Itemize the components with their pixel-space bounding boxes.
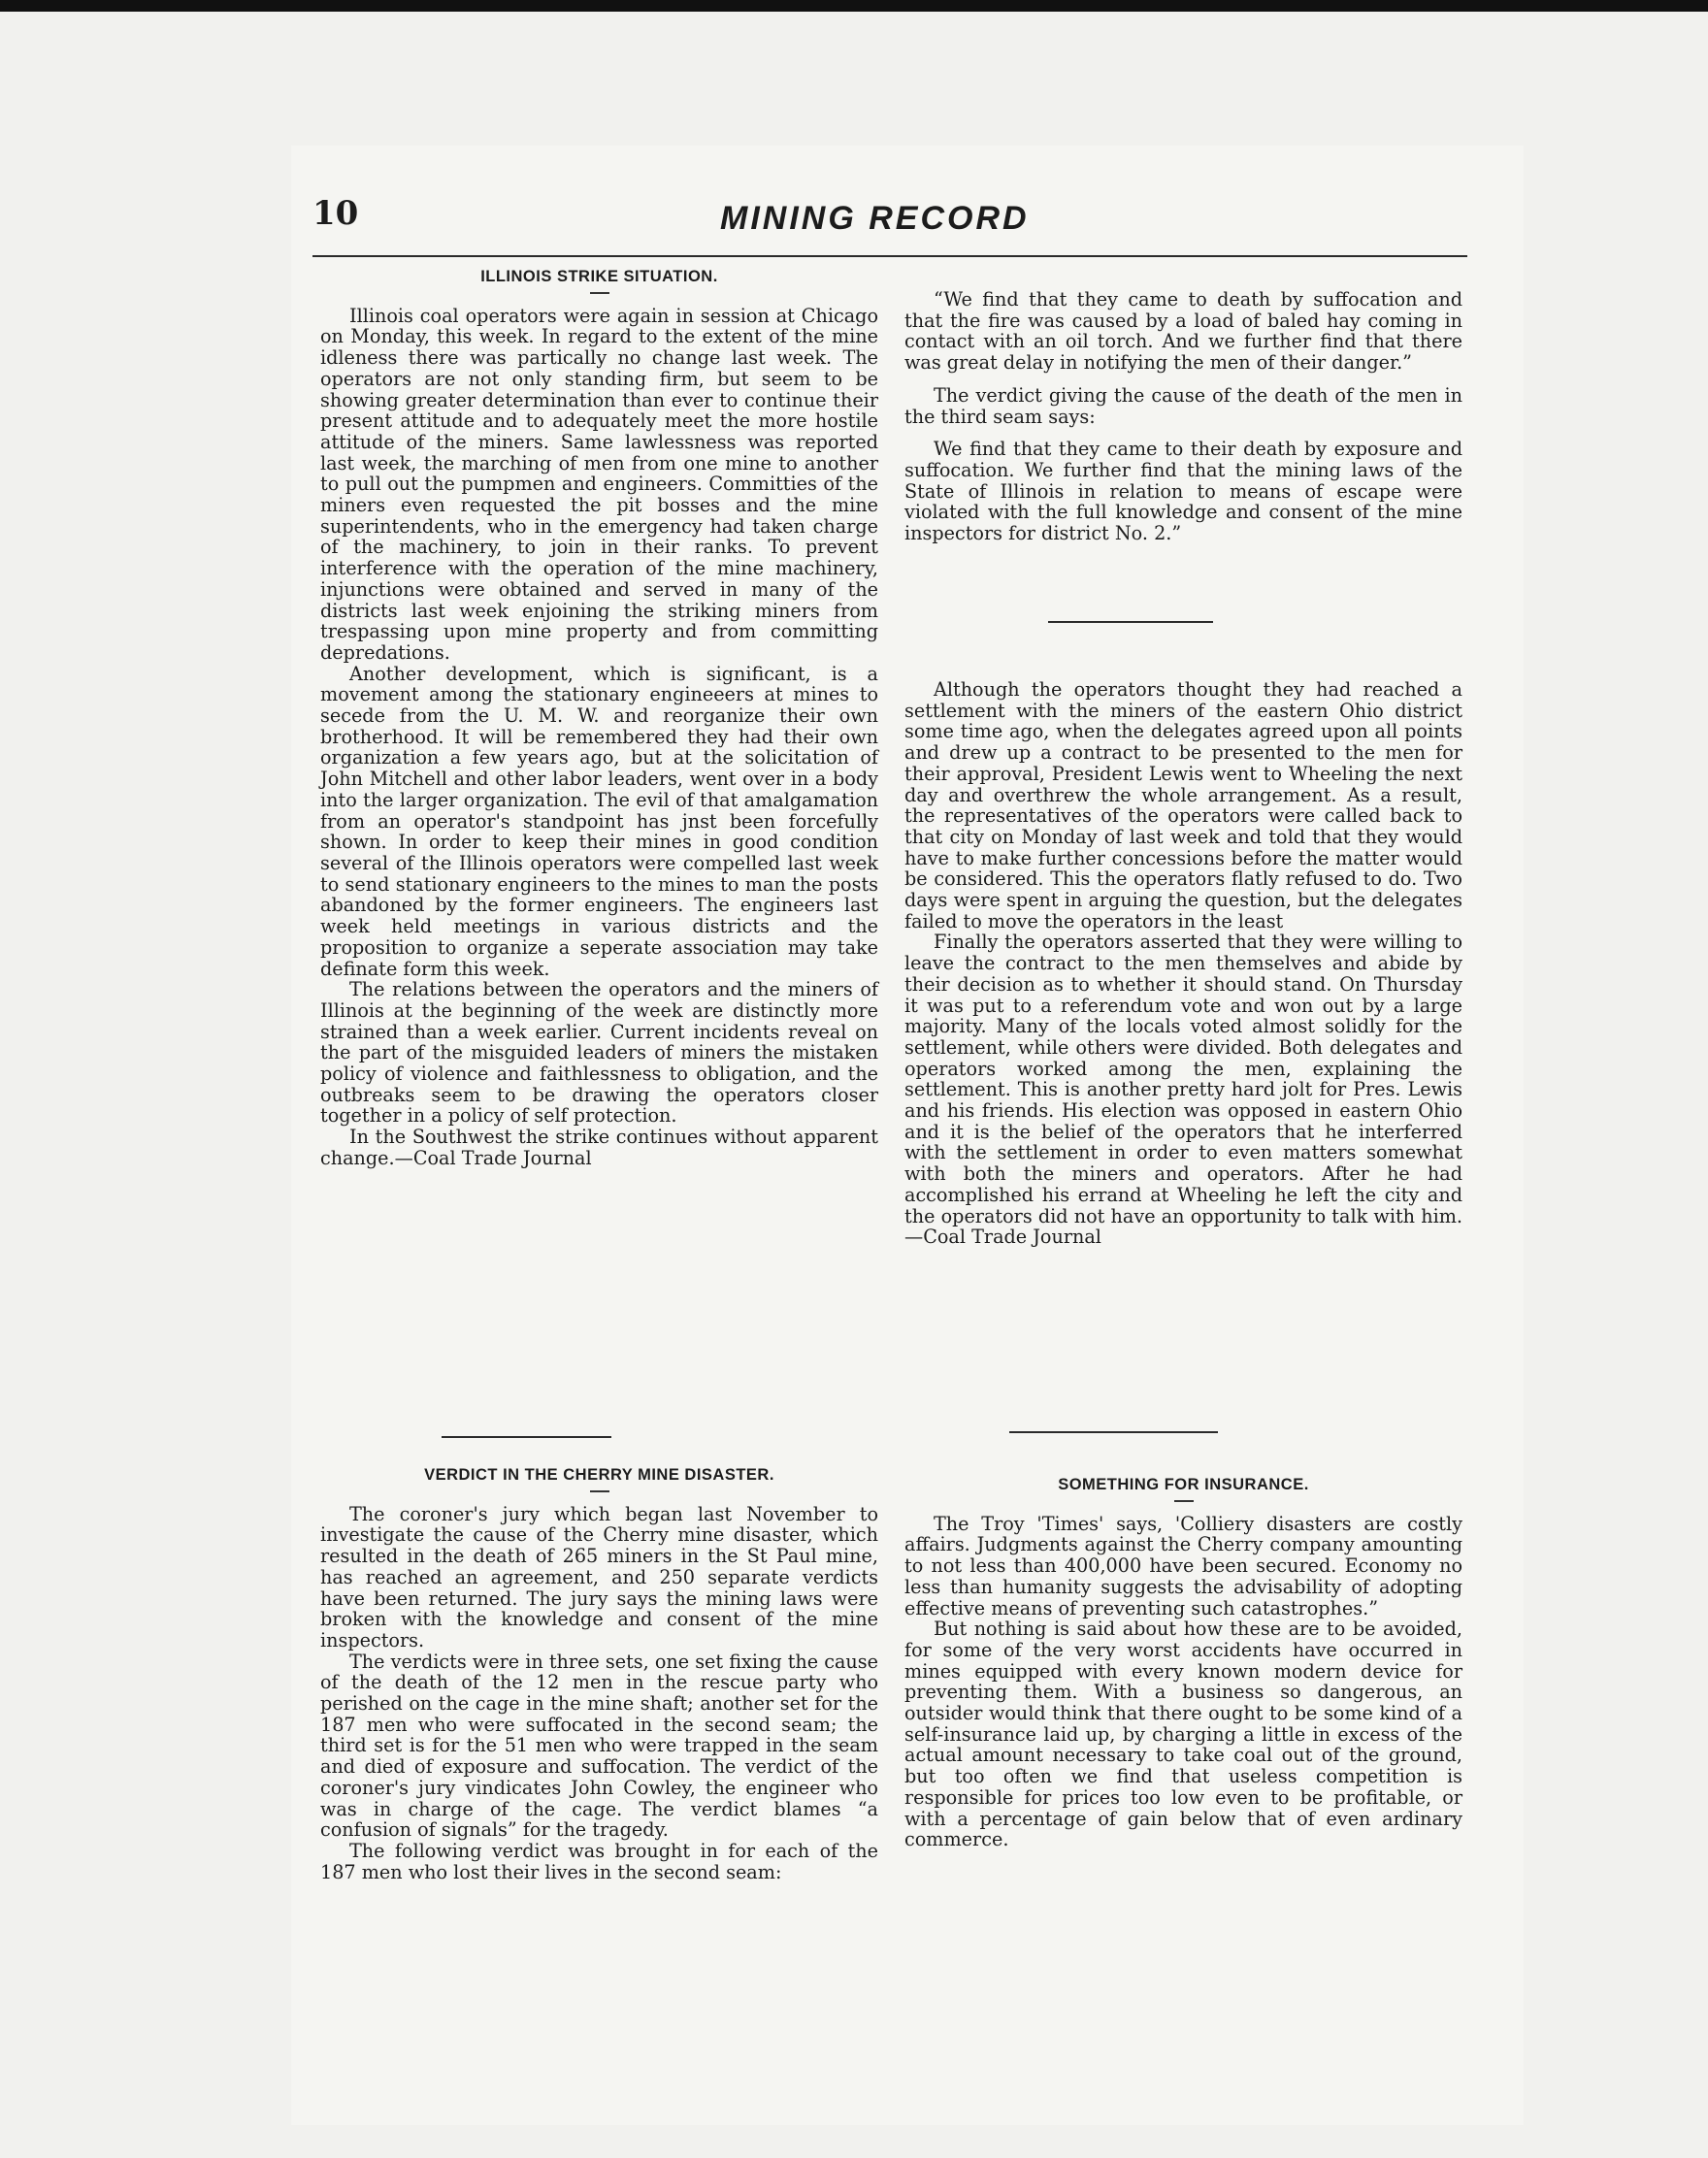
title-dash [1174,1500,1194,1502]
article-title: SOMETHING FOR INSURANCE. [1058,1476,1309,1493]
newspaper-page [291,146,1524,2125]
section-separator [1009,1431,1218,1433]
scan-top-border [0,0,1708,12]
article-cherry-verdict [320,1465,878,1882]
article-paragraph: The following verdict was brought in for each of the 187 men who lost their lives in the second seam: [320,1839,878,1883]
article-insurance [904,1475,1462,1850]
section-separator [1048,621,1213,623]
section-separator [442,1436,611,1438]
title-dash [590,292,609,294]
header-rule [312,255,1467,257]
article-paragraph: “We find that they came to death by suffocation and that the fire was caused by a load of baled hay coming in contact with an oil torch. And we further find that there was great delay in notifying the men of their danger.” [904,288,1462,375]
article-paragraph: We find that they came to their death by exposure and suffocation. We further find that the mining laws of the State of Illinois in relation to means of escape were violated with the full knowledge and consent of the mine inspectors for district No. 2.” [904,438,1462,545]
article-paragraph: Finally the operators asserted that they were willing to leave the contract to the men themselves and abide by their decision as to whether it should stand. On Thursday it was put to a referendum vote and won out by a large majority. Many of the locals voted almost solidly for the settlement, while others were divided. Both delegates and operators worked among the men, explaining the settlement. This is another pretty hard jolt for Pres. Lewis and his friends. His election was opposed in eastern Ohio and it is the belief of the operators that he interferred with the settlement in order to even matters somewhat with both the miners and operators. After he had accomplished his errand at Wheeling he left the city and the operators did not have an opportunity to talk with him.—Coal Trade Journal [904,931,1462,1249]
page-number: 10 [312,194,359,233]
article-paragraph: The relations between the operators and the miners of Illinois at the beginning of the week are distinctly more strained than a week earlier. Current incidents reveal on the part of the misguided leaders of miners the mistaken policy of violence and faithlessness to obligation, and the outbreaks seem to be drawing the operators closer together in a policy of self protection. [320,978,878,1128]
title-dash [590,1490,609,1492]
article-paragraph: Illinois coal operators were again in session at Chicago on Monday, this week. In regard to the extent of the mine idleness there was partically no change last week. The operators are not only standing firm, but seem to be showing greater determination than ever to continue their present attitude and to adequately meet the more hostile attitude of the miners. Same lawlessness was reported last week, the marching of men from one mine to another to pull out the pumpmen and engineers. Committies of the miners even requested the pit bosses and the mine superintendents, who in the emergency had taken charge of the machinery, to join in their ranks. To prevent interference with the operation of the mine machinery, injunctions were obtained and served in many of the districts last week enjoining the striking miners from trespassing upon mine property and from committing depredations. [320,304,878,664]
article-paragraph: Another development, which is significant, is a movement among the stationary engineeers at mines to secede from the U. M. W. and reorganize their own brotherhood. It will be remembered they had their own organization a few years ago, but at the solicitation of John Mitchell and other labor leaders, went over in a body into the larger organization. The evil of that amalgamation from an operator's standpoint has jnst been forcefully shown. In order to keep their mines in good condition several of the Illinois operators were compelled last week to send stationary engineers to the mines to man the posts abandoned by the former engineers. The engineers last week held meetings in various districts and the proposition to organize a seperate association may take definate form this week. [320,662,878,980]
masthead-title: MINING RECORD [720,200,1030,237]
verdict-continuation [904,289,1462,544]
article-paragraph: The verdict giving the cause of the death of the men in the third seam says: [904,383,1462,428]
article-title: VERDICT IN THE CHERRY MINE DISASTER. [424,1466,774,1484]
article-paragraph: The verdicts were in three sets, one set fixing the cause of the death of the 12 men in the rescue party who perished on the cage in the mine shaft; another set for the 187 men who were suffocated in the second seam; the third set is for the 51 men who were trapped in the seam and died of exposure and suffocation. The verdict of the coroner's jury vindicates John Cowley, the engineer who was in charge of the cage. The verdict blames “a confusion of signals” for the tragedy. [320,1650,878,1842]
article-ohio-settlement [904,679,1462,1248]
article-paragraph: Although the operators thought they had reached a settlement with the miners of the eastern Ohio district some time ago, when the delegates agreed upon all points and drew up a contract to be presented to the men for their approval, President Lewis went to Wheeling the next day and overthrew the whole arrangement. As a result, the representatives of the operators were called back to that city on Monday of last week and told that they would have to make further concessions before the matter would be considered. This the operators flatly refused to do. Two days were spent in arguing the question, but the delegates failed to move the operators in the least [904,678,1462,932]
page-header [312,194,1467,252]
article-paragraph: In the Southwest the strike continues without apparent change.—Coal Trade Journal [320,1126,878,1169]
article-paragraph: The coroner's jury which began last November to investigate the cause of the Cherry mine disaster, which resulted in the death of 265 miners in the St Paul mine, has reached an agreement, and 250 separate verdicts have been returned. The jury says the mining laws were broken with the knowledge and consent of the mine inspectors. [320,1502,878,1651]
article-paragraph: The Troy 'Times' says, 'Colliery disasters are costly affairs. Judgments against the Cherry company amounting to not less than 400,000 have been secured. Economy no less than humanity suggests the advisability of adopting effective means of preventing such catastrophes.” [904,1512,1462,1619]
article-title: ILLINOIS STRIKE SITUATION. [480,268,718,285]
article-paragraph: But nothing is said about how these are to be avoided, for some of the very worst accidents have occurred in mines equipped with every known modern device for preventing them. With a business so dangerous, an outsider would think that there ought to be some kind of a self-insurance laid up, by charging a little in excess of the actual amount necessary to take coal out of the ground, but too often we find that useless competition is responsible for prices too low even to be profitable, or with a percentage of gain below that of even ardinary commerce. [904,1618,1462,1851]
article-illinois-strike [320,267,878,1169]
